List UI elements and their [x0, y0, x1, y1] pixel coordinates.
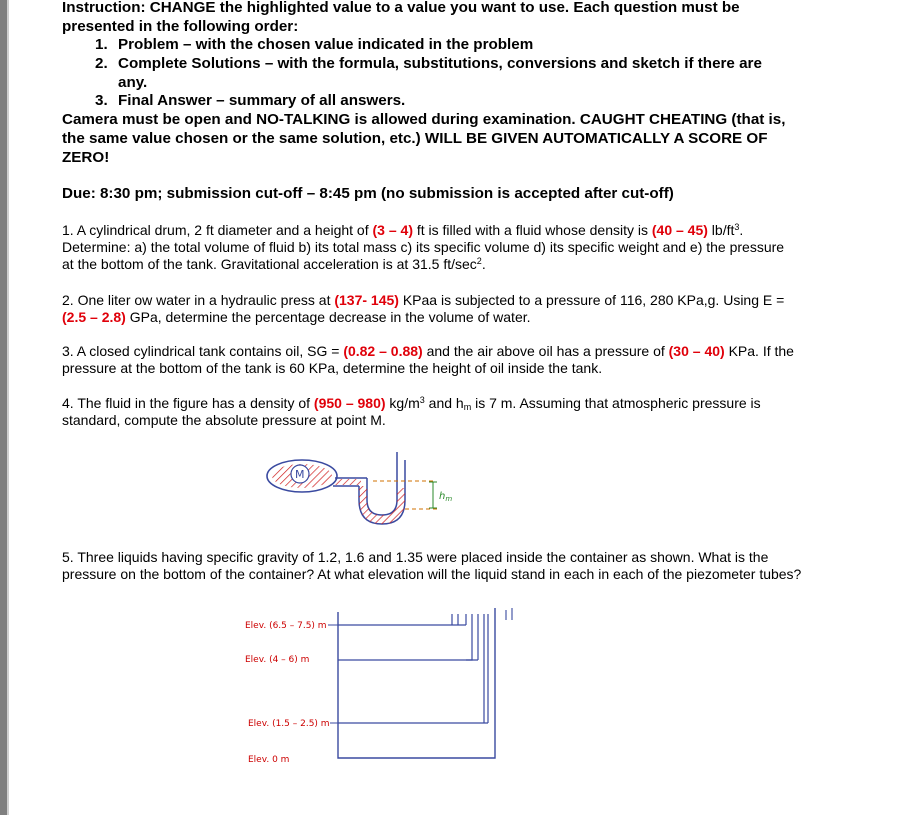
- question-4-line-1: [62, 395, 761, 413]
- point-m-label: M: [295, 468, 305, 481]
- u-tube-inner: [367, 452, 397, 515]
- q1-text-b: ft is filled with a fluid whose density is: [412, 222, 652, 238]
- piezometer-tube-2: [466, 614, 472, 660]
- hm-label: $h_m$: [439, 491, 453, 503]
- manometer-figure: [255, 438, 485, 533]
- question-5-line-1: 5. Three liquids having specific gravity of 1.2, 1.6 and 1.35 were placed inside the container as shown. What is the: [62, 549, 769, 565]
- q2-text-c: GPa, determine the percentage decrease in the volume of water.: [125, 309, 531, 325]
- q1-text-end: .: [739, 222, 744, 238]
- container-figure: [240, 600, 530, 780]
- q1-highlight-height: (3 – 4): [372, 222, 413, 238]
- list-item-continuation: any.: [118, 74, 148, 91]
- list-item: [95, 54, 762, 73]
- question-1-line-2: Determine: a) the total volume of fluid b) its total mass c) its specific volume d) its specific weight and e) the pressure: [62, 239, 785, 255]
- list-item-text: Final Answer – summary of all answers.: [118, 92, 406, 109]
- question-3-line-1: [62, 343, 794, 361]
- elevation-label-lower: Elev. (1.5 – 2.5) m: [248, 719, 330, 729]
- question-5-line-2: pressure on the bottom of the container? At what elevation will the liquid stand in each in each of the piezometer tubes?: [62, 566, 802, 582]
- q2-highlight-pressure: (137- 145): [334, 292, 399, 308]
- elevation-label-middle: Elev. (4 – 6) m: [245, 655, 310, 665]
- q4-text-b: kg/m: [385, 395, 420, 411]
- piezometer-tube-outer: [506, 608, 512, 620]
- question-1-line-1: [62, 222, 743, 240]
- list-item-number: 2.: [95, 55, 108, 72]
- q4-highlight-density: (950 – 980): [313, 395, 386, 411]
- camera-rule-line-3: ZERO!: [62, 149, 110, 166]
- piezometer-tube-3: [478, 614, 488, 723]
- q4-text-c: and h: [424, 395, 464, 411]
- camera-rule-line-1: Camera must be open and NO-TALKING is allowed during examination. CAUGHT CHEATING (that is,: [62, 111, 786, 128]
- q2-highlight-modulus: (2.5 – 2.8): [62, 309, 126, 325]
- instruction-line-1: Instruction: CHANGE the highlighted value to a value you want to use. Each question must be: [62, 0, 740, 16]
- question-3-line-2: pressure at the bottom of the tank is 60 KPa, determine the height of oil inside the tank.: [62, 360, 603, 376]
- q4-text-d: is 7 m. Assuming that atmospheric pressure is: [471, 395, 761, 411]
- u-tube-fluid-hatch: [359, 486, 405, 524]
- question-1-line-3: [62, 256, 486, 274]
- due-line: Due: 8:30 pm; submission cut-off – 8:45 pm (no submission is accepted after cut-off): [62, 185, 674, 202]
- q1-superscript: 3: [734, 222, 740, 232]
- q3-text-a: 3. A closed cylindrical tank contains oil, SG =: [62, 343, 344, 359]
- tube-fluid-hatch: [335, 479, 361, 485]
- question-2-line-1: [62, 292, 784, 310]
- instruction-line-2: presented in the following order:: [62, 18, 299, 35]
- q4-text-a: 4. The fluid in the figure has a density of: [62, 395, 314, 411]
- elevation-label-bottom: Elev. 0 m: [248, 755, 290, 765]
- q3-text-b: and the air above oil has a pressure of: [422, 343, 669, 359]
- q1-text-c: lb/ft: [707, 222, 735, 238]
- q3-highlight-sg: (0.82 – 0.88): [343, 343, 423, 359]
- q3-highlight-air-pressure: (30 – 40): [668, 343, 725, 359]
- list-item-text: Problem – with the chosen value indicated in the problem: [118, 36, 534, 53]
- q1-text-a: 1. A cylindrical drum, 2 ft diameter and a height of: [62, 222, 373, 238]
- q1-line3-superscript: 2: [476, 256, 482, 266]
- list-item: [95, 91, 406, 110]
- elevation-label-top: Elev. (6.5 – 7.5) m: [245, 621, 327, 631]
- q3-text-c: KPa. If the: [724, 343, 794, 359]
- question-2-line-2: [62, 309, 531, 327]
- list-item-text: Complete Solutions – with the formula, substitutions, conversions and sketch if there are: [118, 55, 762, 72]
- q4-superscript: 3: [419, 395, 425, 405]
- piezometer-tube-1: [452, 614, 458, 625]
- q1-line3-end: .: [481, 256, 486, 272]
- question-4-line-2: standard, compute the absolute pressure at point M.: [62, 412, 386, 428]
- q2-text-a: 2. One liter ow water in a hydraulic press at: [62, 292, 335, 308]
- q4-subscript: m: [463, 402, 472, 412]
- list-item-number: 3.: [95, 92, 108, 109]
- q1-line3-text: at the bottom of the tank. Gravitational acceleration is at 31.5 ft/sec: [62, 256, 477, 272]
- camera-rule-line-2: the same value chosen or the same solution, etc.) WILL BE GIVEN AUTOMATICALLY A SCORE OF: [62, 130, 768, 147]
- q1-highlight-density: (40 – 45): [651, 222, 708, 238]
- list-item-number: 1.: [95, 36, 108, 53]
- q2-text-b: KPaa is subjected to a pressure of 116, 280 KPa,g. Using E =: [398, 292, 785, 308]
- list-item: [95, 35, 534, 54]
